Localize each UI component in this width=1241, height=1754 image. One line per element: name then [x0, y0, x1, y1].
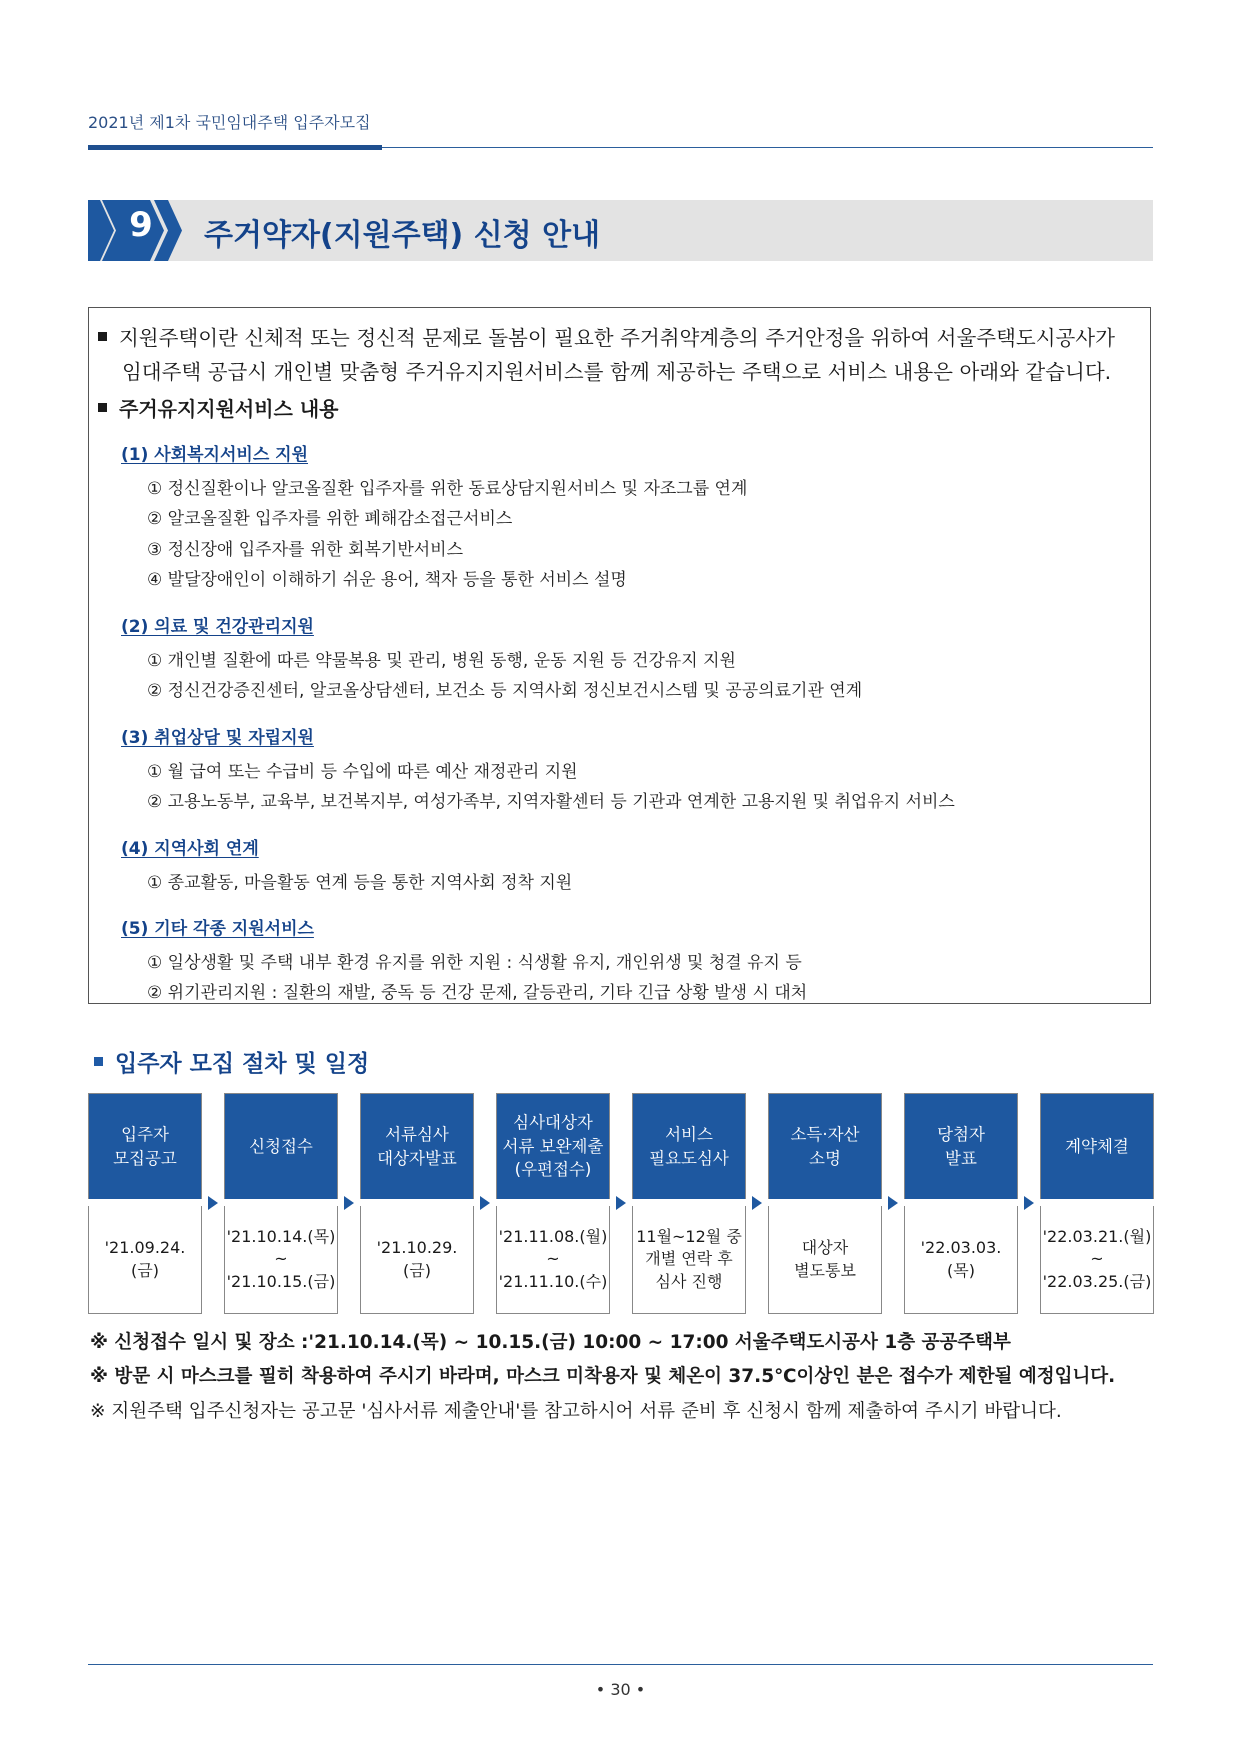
category-title: (4) 지역사회 연계 — [121, 839, 259, 859]
step-date: 대상자 별도통보 — [794, 1238, 856, 1280]
schedule-step — [360, 1093, 474, 1314]
bullet-square-icon — [94, 1057, 103, 1066]
bullet-square-icon — [98, 403, 107, 412]
step-date: '21.09.24. (금) — [104, 1238, 186, 1280]
category-item: ① 월 급여 또는 수급비 등 수입에 따른 예산 재정관리 지원 — [147, 762, 578, 782]
category-item: ① 개인별 질환에 따른 약물복용 및 관리, 병원 동행, 운동 지원 등 건강유지 지원 — [147, 651, 736, 671]
note-documents: ※ 지원주택 입주신청자는 공고문 '심사서류 제출안내'를 참고하시어 서류 준비 후 신청시 함께 제출하여 주시기 바랍니다. — [90, 1401, 1062, 1422]
section-title: 주거약자(지원주택) 신청 안내 — [204, 218, 601, 253]
arrow-right-icon — [344, 1196, 354, 1210]
services-heading: 주거유지지원서비스 내용 — [98, 393, 338, 422]
step-label: 소득·자산 소명 — [769, 1094, 881, 1199]
schedule-step — [904, 1093, 1018, 1314]
arrow-right-icon — [208, 1196, 218, 1210]
step-label: 입주자 모집공고 — [89, 1094, 201, 1199]
header-accent-bar — [88, 145, 382, 150]
category-title: (1) 사회복지서비스 지원 — [121, 445, 309, 465]
arrow-right-icon — [480, 1196, 490, 1210]
document-header: 2021년 제1차 국민임대주택 입주자모집 — [88, 113, 371, 132]
schedule-step — [1040, 1093, 1154, 1314]
arrow-right-icon — [752, 1196, 762, 1210]
bullet-square-icon — [98, 332, 107, 341]
step-date: 11월~12월 중 개별 연락 후 심사 진행 — [636, 1226, 742, 1291]
step-date: '21.10.14.(목) ~ '21.10.15.(금) — [226, 1226, 336, 1291]
category-item: ② 정신건강증진센터, 알코올상담센터, 보건소 등 지역사회 정신보건시스템 및 공공의료기관 연계 — [147, 681, 863, 701]
arrow-right-icon — [888, 1196, 898, 1210]
schedule-step — [768, 1093, 882, 1314]
schedule-step — [496, 1093, 610, 1314]
category-item: ③ 정신장애 입주자를 위한 회복기반서비스 — [147, 540, 464, 560]
category-title: (5) 기타 각종 지원서비스 — [121, 919, 314, 939]
schedule-step — [632, 1093, 746, 1314]
step-label: 서류심사 대상자발표 — [361, 1094, 473, 1199]
schedule-step — [88, 1093, 202, 1314]
intro-paragraph — [98, 321, 1115, 351]
intro-line-2: 임대주택 공급시 개인별 맞춤형 주거유지지원서비스를 함께 제공하는 주택으로 서비스 내용은 아래와 같습니다. — [122, 360, 1112, 384]
step-date: '21.10.29. (금) — [376, 1238, 458, 1280]
note-application-time: ※ 신청접수 일시 및 장소 :'21.10.14.(목) ~ 10.15.(금) 10:00 ~ 17:00 서울주택도시공사 1층 공공주택부 — [90, 1332, 1011, 1353]
step-date: '22.03.03. (목) — [920, 1238, 1002, 1280]
category-item: ① 정신질환이나 알코올질환 입주자를 위한 동료상담지원서비스 및 자조그룹 연계 — [147, 479, 748, 499]
category-item: ④ 발달장애인이 이해하기 쉬운 용어, 책자 등을 통한 서비스 설명 — [147, 570, 627, 590]
category-title: (2) 의료 및 건강관리지원 — [121, 617, 314, 637]
schedule-step — [224, 1093, 338, 1314]
category-item: ① 종교활동, 마을활동 연계 등을 통한 지역사회 정착 지원 — [147, 873, 573, 893]
step-label: 심사대상자 서류 보완제출 (우편접수) — [497, 1094, 609, 1199]
category-item: ② 위기관리지원 : 질환의 재발, 중독 등 건강 문제, 갈등관리, 기타 긴급 상황 발생 시 대처 — [147, 983, 808, 1003]
section-number: 9 — [129, 205, 153, 245]
arrow-right-icon — [616, 1196, 626, 1210]
footer-divider — [88, 1664, 1153, 1665]
category-item: ② 고용노동부, 교육부, 보건복지부, 여성가족부, 지역자활센터 등 기관과 연계한 고용지원 및 취업유지 서비스 — [147, 792, 955, 812]
step-label: 신청접수 — [225, 1094, 337, 1199]
step-date: '22.03.21.(월) ~ '22.03.25.(금) — [1042, 1226, 1152, 1291]
category-title: (3) 취업상담 및 자립지원 — [121, 728, 314, 748]
step-date: '21.11.08.(월) ~ '21.11.10.(수) — [498, 1226, 608, 1291]
step-label: 당첨자 발표 — [905, 1094, 1017, 1199]
arrow-right-icon — [1024, 1196, 1034, 1210]
step-label: 계약체결 — [1041, 1094, 1153, 1199]
intro-line-1: 지원주택이란 신체적 또는 정신적 문제로 돌봄이 필요한 주거취약계층의 주거안정을 위하여 서울주택도시공사가 — [119, 326, 1115, 350]
page-number: • 30 • — [595, 1680, 646, 1699]
step-label: 서비스 필요도심사 — [633, 1094, 745, 1199]
schedule-title: 입주자 모집 절차 및 일정 — [94, 1045, 369, 1078]
note-mask-requirement: ※ 방문 시 마스크를 필히 착용하여 주시기 바라며, 마스크 미착용자 및 체온이 37.5℃이상인 분은 접수가 제한될 예정입니다. — [90, 1366, 1116, 1387]
category-item: ② 알코올질환 입주자를 위한 폐해감소접근서비스 — [147, 509, 513, 529]
category-item: ① 일상생활 및 주택 내부 환경 유지를 위한 지원 : 식생활 유지, 개인위생 및 청결 유지 등 — [147, 953, 802, 973]
